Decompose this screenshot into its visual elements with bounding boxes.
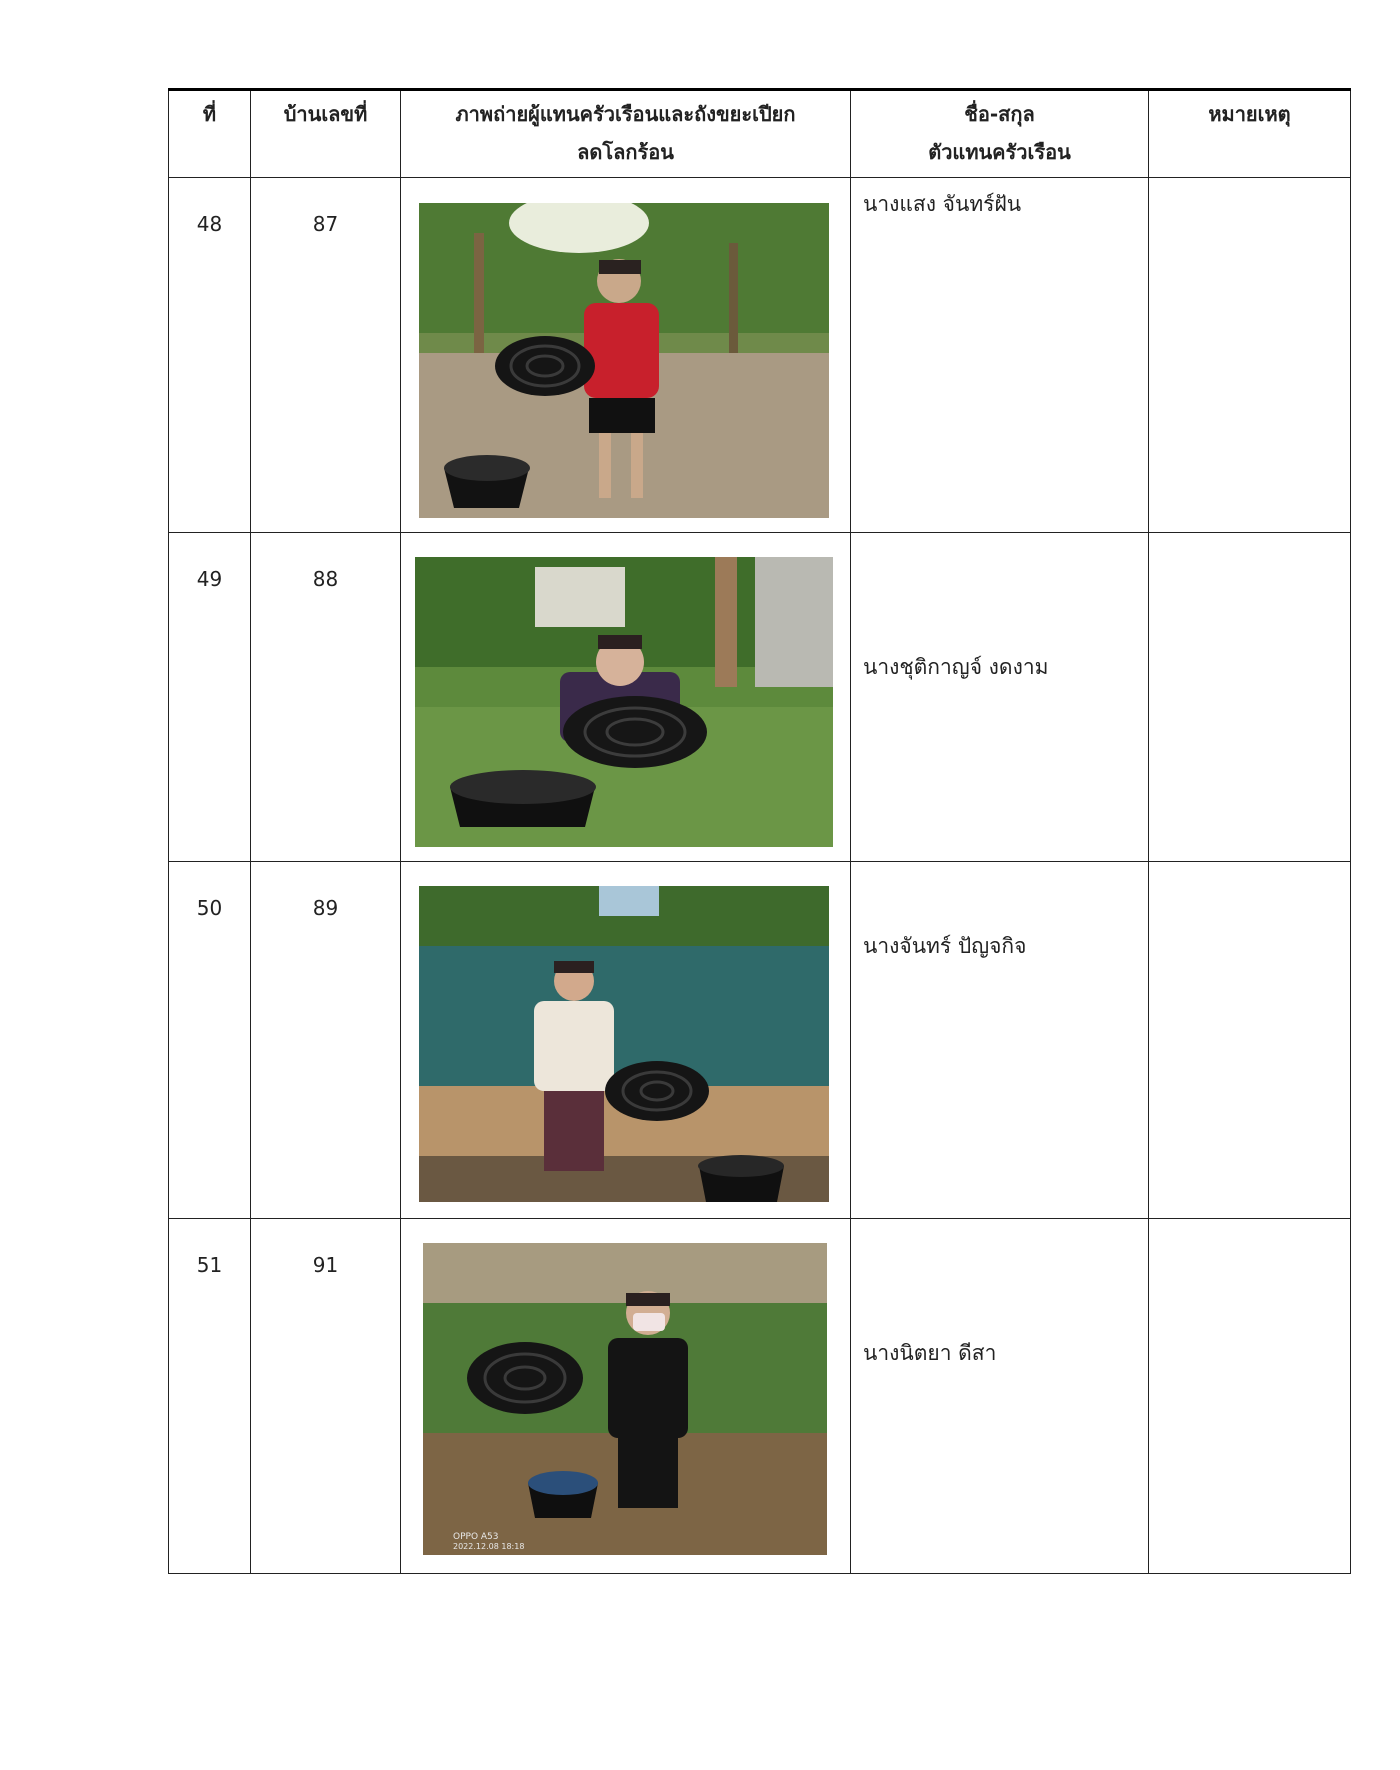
row-no: 49 [169,533,251,862]
row-remark [1149,533,1351,862]
row-no: 48 [169,178,251,533]
household-photo [423,1243,827,1555]
header-name-line2: ตัวแทนครัวเรือน [928,140,1071,164]
header-name [851,90,1149,178]
row-name: นางจันทร์ ปัญจกิจ [851,862,1149,1219]
household-table [168,88,1351,1574]
photo-cell [401,862,851,1219]
header-name-line1: ชื่อ-สกุล [964,102,1035,126]
header-photo-line1: ภาพถ่ายผู้แทนครัวเรือนและถังขยะเปียก [455,102,796,126]
row-no: 51 [169,1219,251,1574]
header-house-no: บ้านเลขที่ [251,90,401,178]
row-house-no: 89 [251,862,401,1219]
table-row [169,178,1351,533]
photo-cell [401,178,851,533]
household-photo [415,557,833,847]
header-remark: หมายเหตุ [1149,90,1351,178]
row-no: 50 [169,862,251,1219]
photo-cell [401,533,851,862]
table-row [169,862,1351,1219]
row-name: นางแสง จันทร์ฝัน [851,178,1149,533]
household-photo [419,886,829,1202]
row-remark [1149,178,1351,533]
header-no: ที่ [169,90,251,178]
household-photo [419,203,829,518]
row-house-no: 88 [251,533,401,862]
row-house-no: 87 [251,178,401,533]
photo-cell [401,1219,851,1574]
row-name: นางนิตยา ดีสา [851,1219,1149,1574]
row-remark [1149,1219,1351,1574]
table-row [169,533,1351,862]
row-remark [1149,862,1351,1219]
row-name: นางชุติกาญจ์ งดงาม [851,533,1149,862]
header-photo-line2: ลดโลกร้อน [577,140,674,164]
table-row [169,1219,1351,1574]
row-house-no: 91 [251,1219,401,1574]
header-row [169,90,1351,178]
header-photo [401,90,851,178]
watermark-device: OPPO A53 [453,1532,499,1542]
watermark-timestamp: 2022.12.08 18:18 [453,1542,525,1551]
